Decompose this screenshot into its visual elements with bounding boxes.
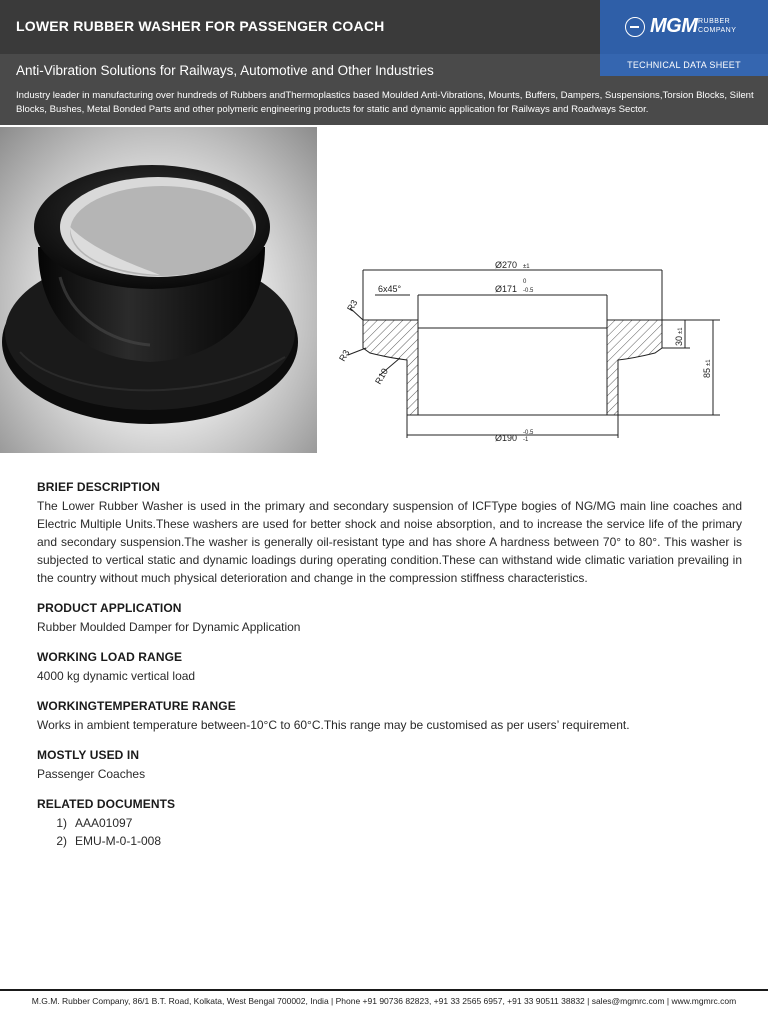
brand-subtitle: RUBBER COMPANY <box>698 18 737 34</box>
list-item-label: AAA01097 <box>75 816 133 830</box>
footer-divider <box>0 989 768 991</box>
section-heading: PRODUCT APPLICATION <box>37 601 182 615</box>
technical-drawing <box>330 240 730 450</box>
dim-bottom-tol-bot: -1 <box>523 437 529 443</box>
height-flange-tol: ±1 <box>678 327 684 334</box>
section-working-load-range <box>37 650 742 685</box>
page-subtitle: Anti-Vibration Solutions for Railways, Automotive and Other Industries <box>16 63 434 78</box>
height-flange-label: 30 <box>674 335 684 346</box>
page-title: LOWER RUBBER WASHER FOR PASSENGER COACH <box>16 18 385 34</box>
related-documents-list <box>37 814 742 850</box>
brand-name: MGM <box>650 15 698 37</box>
dim-inner-tol-bot: -0.5 <box>523 288 534 294</box>
section-text: Rubber Moulded Damper for Dynamic Application <box>37 620 301 634</box>
section-heading: MOSTLY USED IN <box>37 748 140 762</box>
brand-logo <box>600 0 768 54</box>
section-heading: RELATED DOCUMENTS <box>37 797 176 811</box>
section-product-application <box>37 601 742 636</box>
height-total-label: 85 <box>702 367 712 378</box>
list-item-number: 1) <box>56 816 67 830</box>
dim-outer-diameter: Ø270 <box>495 260 518 270</box>
section-mostly-used-in <box>37 748 742 783</box>
section-text: Passenger Coaches <box>37 767 146 781</box>
section-brief-description <box>37 480 742 587</box>
content-body <box>37 480 742 864</box>
section-heading: WORKING LOAD RANGE <box>37 650 183 664</box>
section-text: 4000 kg dynamic vertical load <box>37 669 196 683</box>
dim-chamfer: 6x45° <box>378 284 402 294</box>
list-item-number: 2) <box>56 834 67 848</box>
logo-emblem-icon <box>625 17 645 37</box>
list-item-label: EMU-M-0-1-008 <box>75 834 162 848</box>
section-working-temperature-range <box>37 699 742 734</box>
header-banner <box>0 0 768 125</box>
list-item <box>37 832 742 850</box>
list-item <box>37 814 742 832</box>
height-total-tol: ±1 <box>706 359 712 366</box>
radius-inner-label: R10 <box>373 366 390 386</box>
title-bar <box>0 0 600 54</box>
footer-contact: M.G.M. Rubber Company, 86/1 B.T. Road, Kolkata, West Bengal 700002, India | Phone +91 90736 82823, +91 33 2565 6957, +91 33 90511 38832 | sales@mgmrc.com | www.mgmrc.com <box>31 996 737 1006</box>
section-heading: BRIEF DESCRIPTION <box>37 480 161 494</box>
dim-bottom-tol-top: -0.5 <box>523 430 534 436</box>
section-related-documents <box>37 797 742 850</box>
dim-inner-tol-top: 0 <box>523 279 527 285</box>
product-photo <box>0 127 317 453</box>
dim-inner-diameter: Ø171 <box>495 284 518 294</box>
section-text: The Lower Rubber Washer is used in the primary and secondary suspension of ICFType bogies of NG/MG main line coaches and Electric Multiple Units.These washers are used for better shock and noise absorption, and to increase the service life of the primary and secondary suspension.The washer is generally oil-resistant type and has shore A hardness between 70° to 80°. This washer is subjected to vertical static and dynamic loadings during operating condition.These can withstand wide climatic variation prevailing in the country without much physical deterioration and change in the compression stiffness characteristics. <box>37 499 742 585</box>
technical-data-sheet-badge: TECHNICAL DATA SHEET <box>600 54 768 76</box>
company-intro: Industry leader in manufacturing over hundreds of Rubbers andThermoplastics based Moulded Anti-Vibrations, Mounts, Buffers, Dampers, Suspensions,Torsion Blocks, Silent Blocks, Bushes, Metal Bonded Parts and other polymeric engineering products for static and dynamic application for Railways and Roadways Sector. <box>16 90 754 115</box>
dim-bottom-diameter: Ø190 <box>495 433 518 443</box>
radius-mid-label: R3 <box>337 348 352 363</box>
left-section-outline <box>363 320 418 415</box>
section-heading: WORKINGTEMPERATURE RANGE <box>37 699 236 713</box>
right-section-outline <box>607 320 662 415</box>
dim-outer-tol: ±1 <box>523 264 530 270</box>
section-text: Works in ambient temperature between-10°C to 60°C.This range may be customised as per users’ requirement. <box>37 718 630 732</box>
radius-top-label: R3 <box>345 298 360 313</box>
